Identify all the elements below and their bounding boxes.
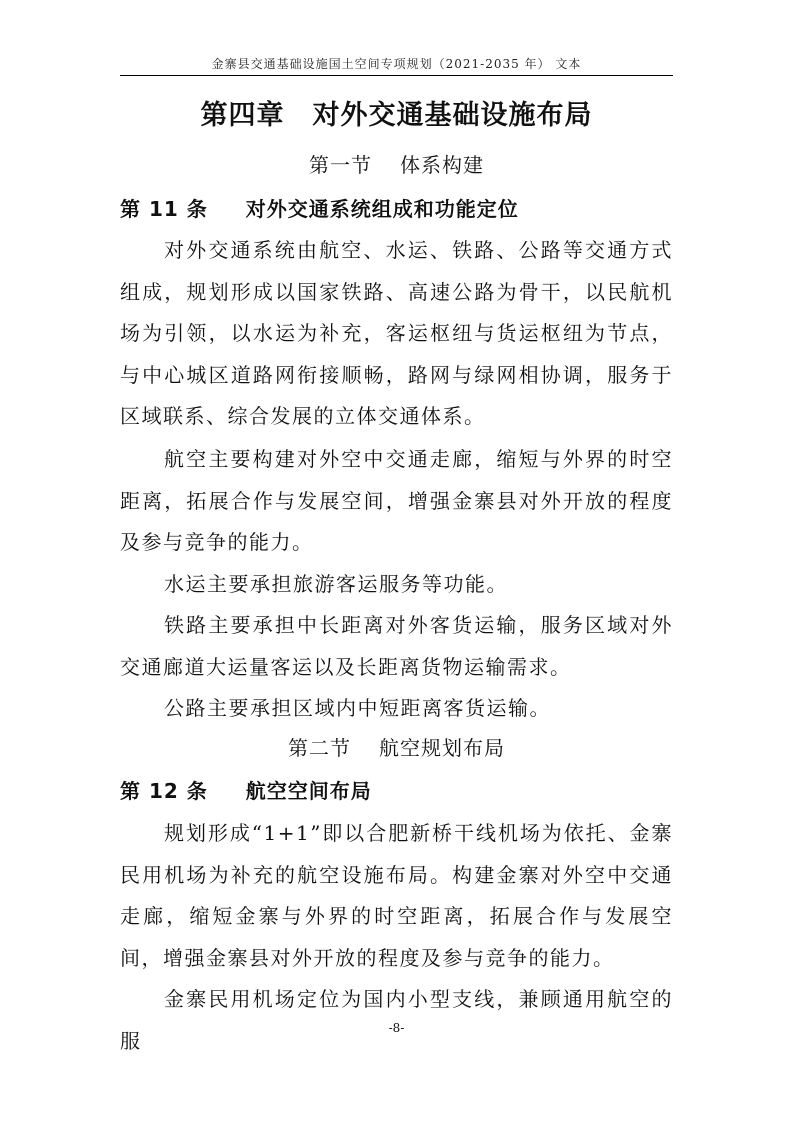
article-heading-12 bbox=[120, 776, 673, 806]
paragraph: 金寨民用机场定位为国内小型支线，兼顾通用航空的服 bbox=[120, 987, 673, 1053]
article-title: 航空空间布局 bbox=[245, 779, 372, 803]
article-title: 对外交通系统组成和功能定位 bbox=[245, 197, 519, 221]
paragraph: 航空主要构建对外空中交通走廊，缩短与外界的时空距离，拓展合作与发展空间，增强金寨县对外开放的程度及参与竞争的能力。 bbox=[120, 447, 673, 554]
section-name: 体系构建 bbox=[400, 153, 484, 177]
chapter-title: 第四章 对外交通基础设施布局 bbox=[200, 100, 593, 131]
section-title-2 bbox=[120, 733, 673, 763]
paragraph: 对外交通系统由航空、水运、铁路、公路等交通方式组成，规划形成以国家铁路、高速公路为骨干，以民航机场为引领，以水运为补充，客运枢纽与货运枢纽为节点，与中心城区道路网衔接顺畅，路网与绿网相协调，服务于区域联系、综合发展的立体交通体系。 bbox=[120, 238, 673, 428]
paragraph: 规划形成“1+1”即以合肥新桥干线机场为依托、金寨民用机场为补充的航空设施布局。构建金寨对外空中交通走廊，缩短金寨与外界的时空距离，拓展合作与发展空间，增强金寨县对外开放的程度及参与竞争的能力。 bbox=[120, 821, 673, 970]
header-rule bbox=[120, 75, 673, 76]
section-title-1 bbox=[120, 150, 673, 180]
article-number: 第 12 条 bbox=[120, 779, 208, 803]
paragraph: 公路主要承担区域内中短距离客货运输。 bbox=[164, 696, 551, 720]
section-number: 第一节 bbox=[309, 153, 372, 177]
running-header: 金寨县交通基础设施国土空间专项规划（2021-2035 年） 文本 bbox=[211, 57, 582, 71]
article-heading-11 bbox=[120, 194, 673, 224]
paragraph: 铁路主要承担中长距离对外客货运输，服务区域对外交通廊道大运量客运以及长距离货物运输需求。 bbox=[120, 613, 673, 679]
section-number: 第二节 bbox=[288, 736, 351, 760]
section-name: 航空规划布局 bbox=[379, 736, 505, 760]
page-number: -8- bbox=[388, 1021, 405, 1035]
article-number: 第 11 条 bbox=[120, 197, 208, 221]
paragraph: 水运主要承担旅游客运服务等功能。 bbox=[164, 572, 508, 596]
